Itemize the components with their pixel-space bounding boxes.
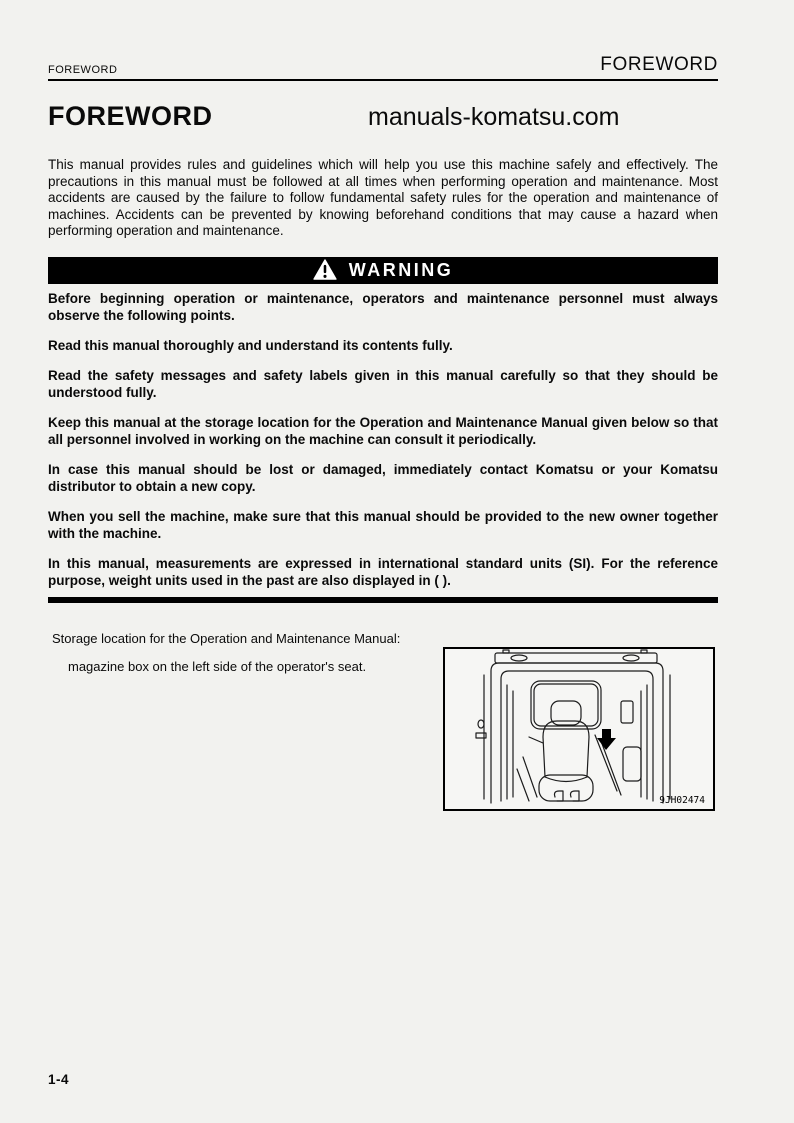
title-row	[48, 101, 718, 131]
running-header-right: FOREWORD	[600, 54, 718, 75]
page-number: 1-4	[48, 1072, 70, 1087]
watermark-text: manuals-komatsu.com	[368, 103, 620, 131]
warning-paragraph: When you sell the machine, make sure that this manual should be provided to the new owner together with the machine.	[48, 508, 718, 541]
operator-seat-cab-figure	[443, 647, 715, 811]
warning-paragraph: Before beginning operation or maintenance, operators and maintenance personnel must always observe the following points.	[48, 290, 718, 323]
cab-seat-drawing	[445, 649, 713, 809]
page-title: FOREWORD	[48, 101, 213, 131]
intro-paragraph: This manual provides rules and guidelines which will help you use this machine safely and effectively. The precautions in this manual must be followed at all times when performing operation and maintenance. Most accidents are caused by the failure to follow fundamental safety rules for the operation and maintenance of machines. Accidents can be prevented by knowing beforehand conditions that may cause a hazard when performing operation and maintenance.	[48, 157, 718, 238]
figure-caption: 9JH02474	[659, 794, 705, 806]
storage-location-section	[48, 631, 718, 866]
warning-triangle-icon	[313, 259, 337, 280]
storage-location-heading: Storage location for the Operation and Maintenance Manual:	[52, 630, 401, 646]
warning-banner-label: WARNING	[348, 259, 454, 280]
running-header	[48, 54, 718, 81]
page-content	[48, 0, 718, 866]
warning-paragraph: In this manual, measurements are expressed in international standard units (SI). For the reference purpose, weight units used in the past are also displayed in ( ).	[48, 555, 718, 588]
warning-paragraph: Read this manual thoroughly and understand its contents fully.	[48, 337, 453, 353]
storage-location-detail: magazine box on the left side of the operator's seat.	[68, 658, 367, 674]
warning-banner	[48, 257, 718, 284]
running-header-left: FOREWORD	[48, 64, 118, 76]
warning-paragraph: Keep this manual at the storage location for the Operation and Maintenance Manual given below so that all personnel involved in working on the machine can consult it periodically.	[48, 414, 718, 447]
section-divider-rule	[48, 597, 718, 603]
warning-paragraph: In case this manual should be lost or damaged, immediately contact Komatsu or your Komatsu distributor to obtain a new copy.	[48, 461, 718, 494]
warning-paragraph: Read the safety messages and safety labels given in this manual carefully so that they should be understood fully.	[48, 367, 718, 400]
